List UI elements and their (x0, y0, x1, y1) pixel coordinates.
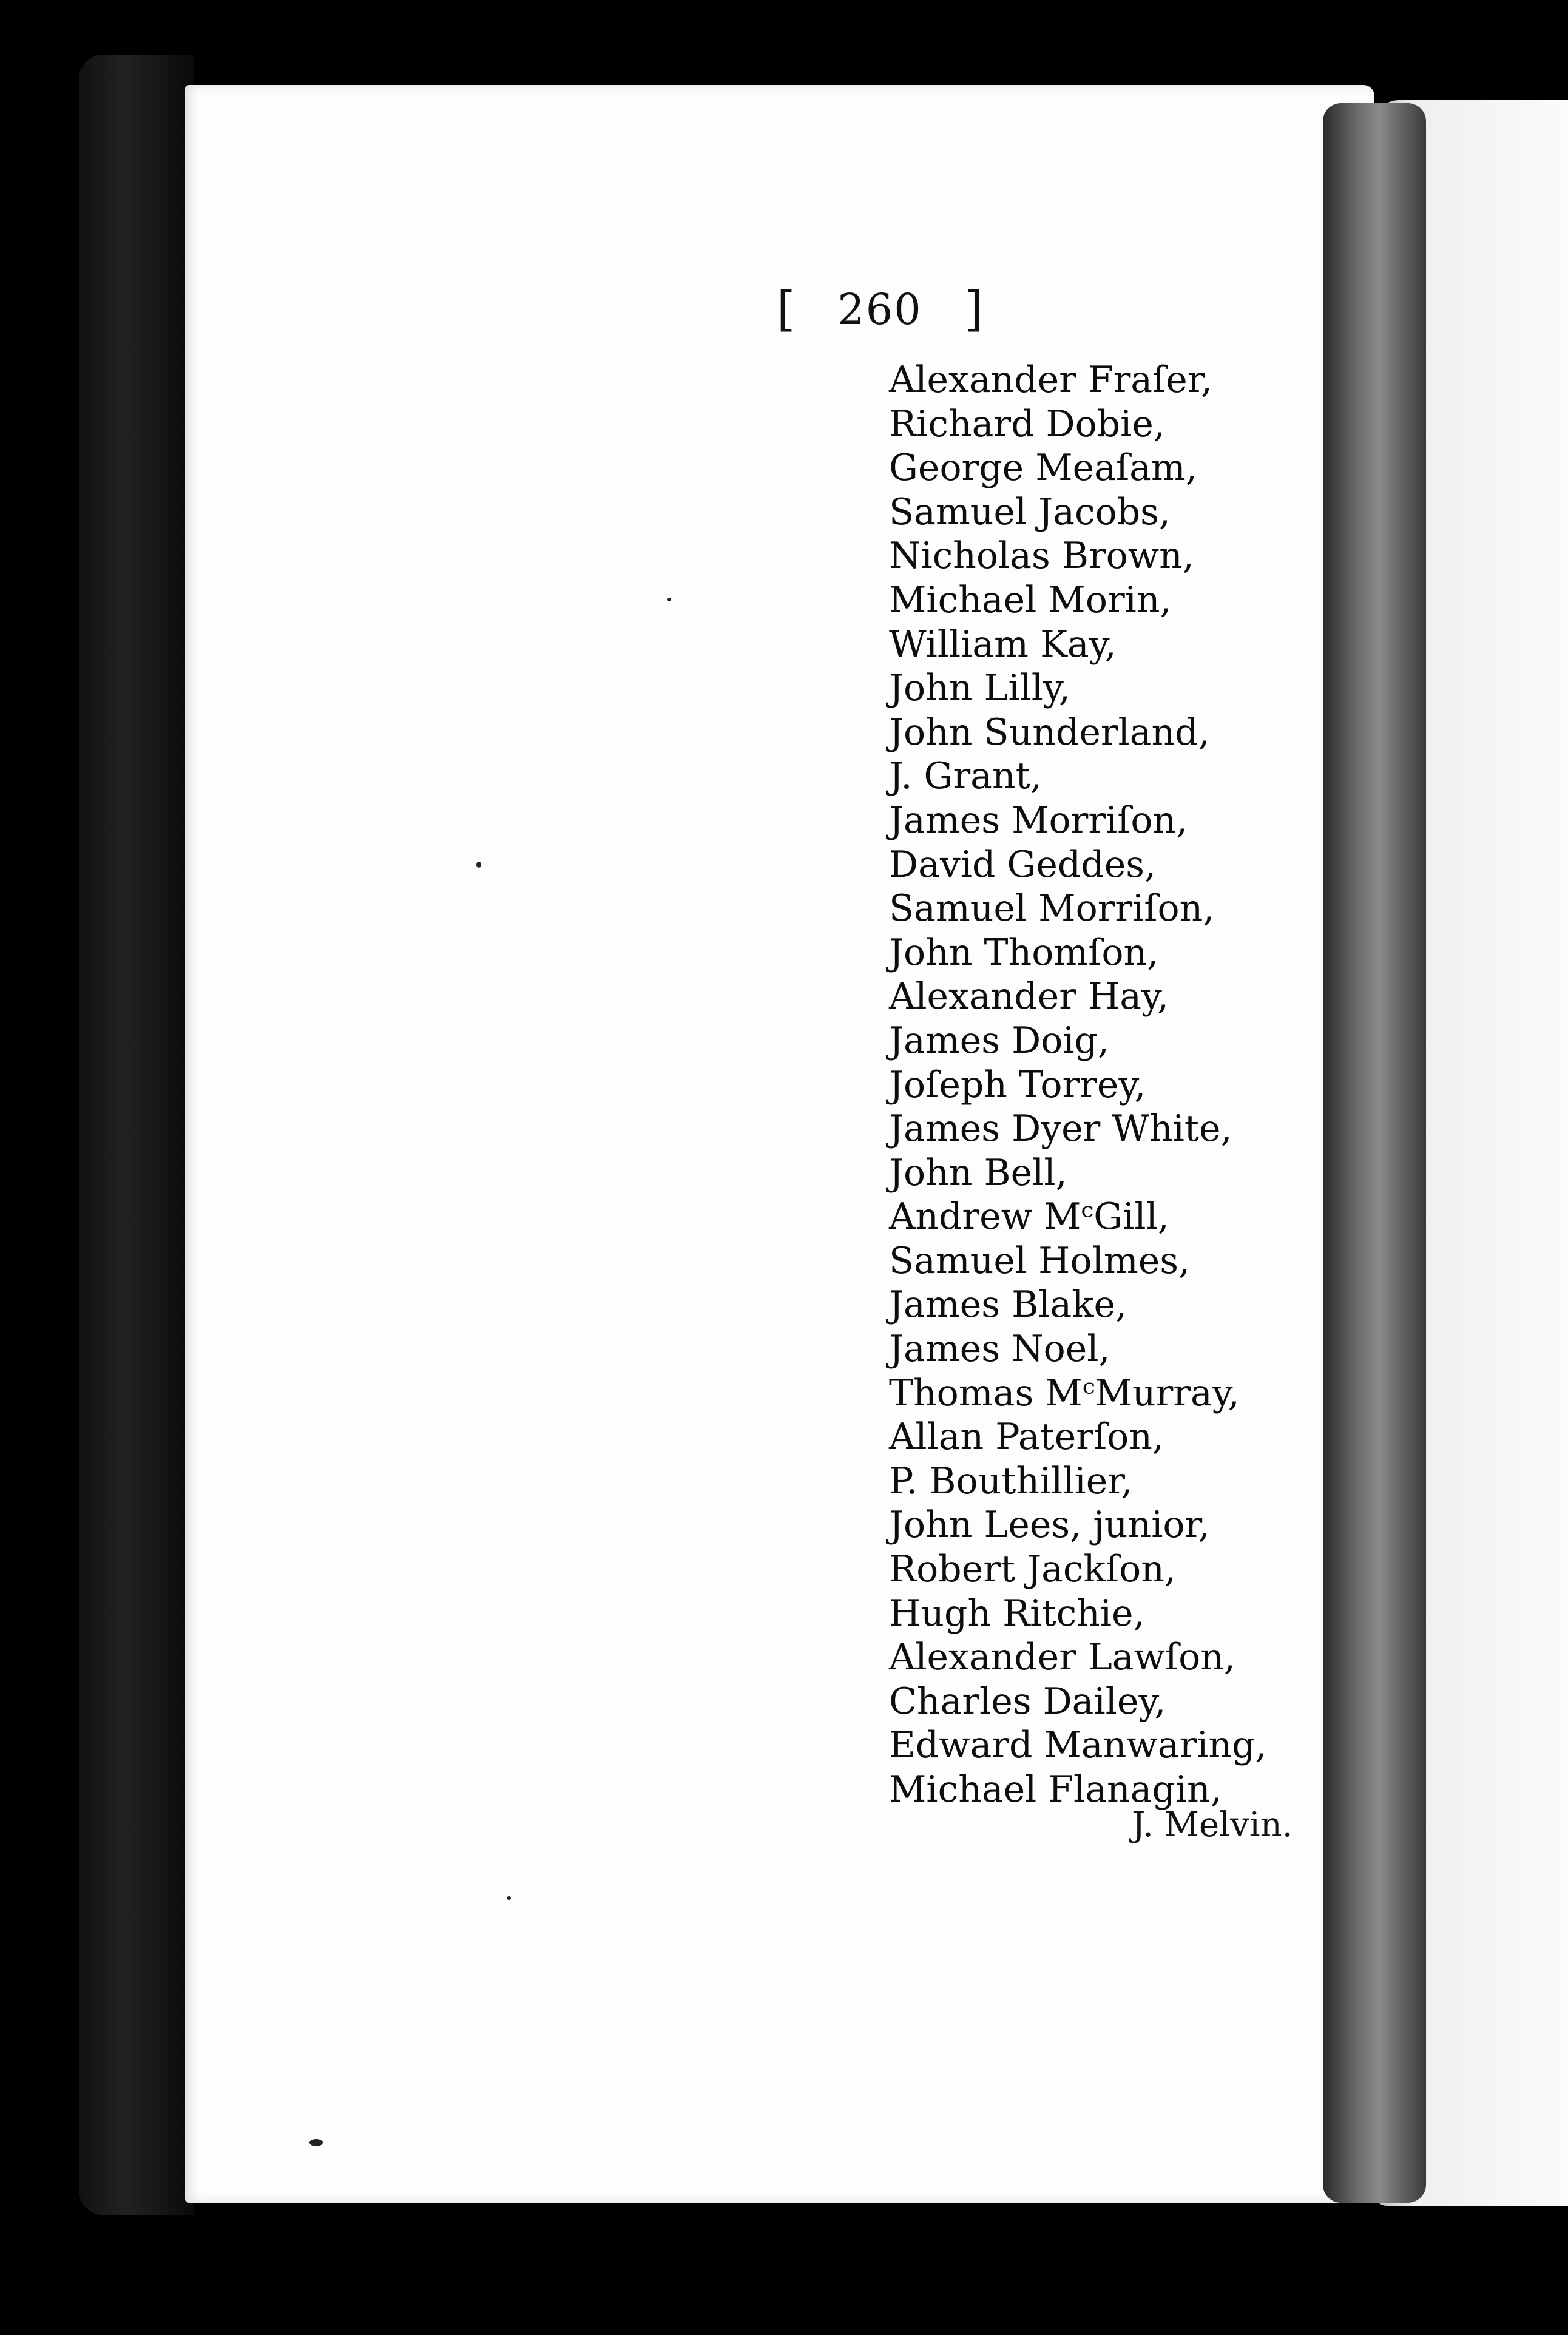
list-item: John Thomſon, (889, 931, 1159, 974)
list-item: Alexander Hay, (889, 975, 1169, 1018)
list-item: Samuel Jacobs, (889, 490, 1171, 533)
list-item: James Dyer White, (889, 1107, 1232, 1151)
list-item: J. Grant, (889, 755, 1042, 798)
list-item: John Bell, (889, 1151, 1067, 1194)
list-item: Michael Flanagin, (889, 1768, 1222, 1811)
list-item: Nicholas Brown, (889, 535, 1194, 578)
list-item: James Blake, (889, 1283, 1127, 1326)
list-item: Andrew MᶜGill, (889, 1195, 1169, 1238)
list-item: Thomas MᶜMurray, (889, 1371, 1240, 1414)
list-item: James Noel, (889, 1328, 1110, 1371)
list-item: John Lees, junior, (889, 1504, 1210, 1547)
list-item: George Meaſam, (889, 447, 1197, 490)
scan-speck (667, 598, 671, 601)
list-item: John Lilly, (889, 667, 1070, 710)
list-item: Samuel Morriſon, (889, 887, 1215, 930)
list-item: Michael Morin, (889, 578, 1172, 621)
page-number: 260 (837, 285, 922, 334)
list-item: John Sunderland, (889, 711, 1210, 754)
scan-speck (476, 862, 481, 868)
list-item: Joſeph Torrey, (889, 1063, 1146, 1106)
list-item: James Doig, (889, 1019, 1109, 1062)
list-item: Allan Paterſon, (889, 1416, 1164, 1459)
bracket-open: [ (777, 282, 796, 337)
list-item: Alexander Fraſer, (889, 359, 1212, 401)
list-item: Alexander Lawſon, (889, 1636, 1235, 1679)
scan-speck (507, 1896, 511, 1900)
list-item: Hugh Ritchie, (889, 1592, 1145, 1635)
book-binding-left (79, 55, 194, 2215)
list-item: Edward Manwaring, (889, 1724, 1267, 1767)
book-gutter-shadow (1323, 103, 1426, 2203)
scan-speck (309, 2139, 323, 2146)
page-number-header (777, 276, 983, 343)
list-item: Charles Dailey, (889, 1680, 1166, 1723)
list-item: Samuel Holmes, (889, 1239, 1191, 1282)
list-item: P. Bouthillier, (889, 1459, 1133, 1502)
list-item: David Geddes, (889, 843, 1157, 886)
list-item: Richard Dobie, (889, 402, 1165, 445)
list-item: William Kay, (889, 623, 1117, 666)
list-item: James Morriſon, (889, 799, 1188, 842)
subscriber-name-list (889, 358, 1266, 1812)
bracket-close: ] (964, 282, 983, 337)
signature-name: J. Melvin. (1132, 1805, 1293, 1845)
list-item: Robert Jackſon, (889, 1548, 1176, 1591)
